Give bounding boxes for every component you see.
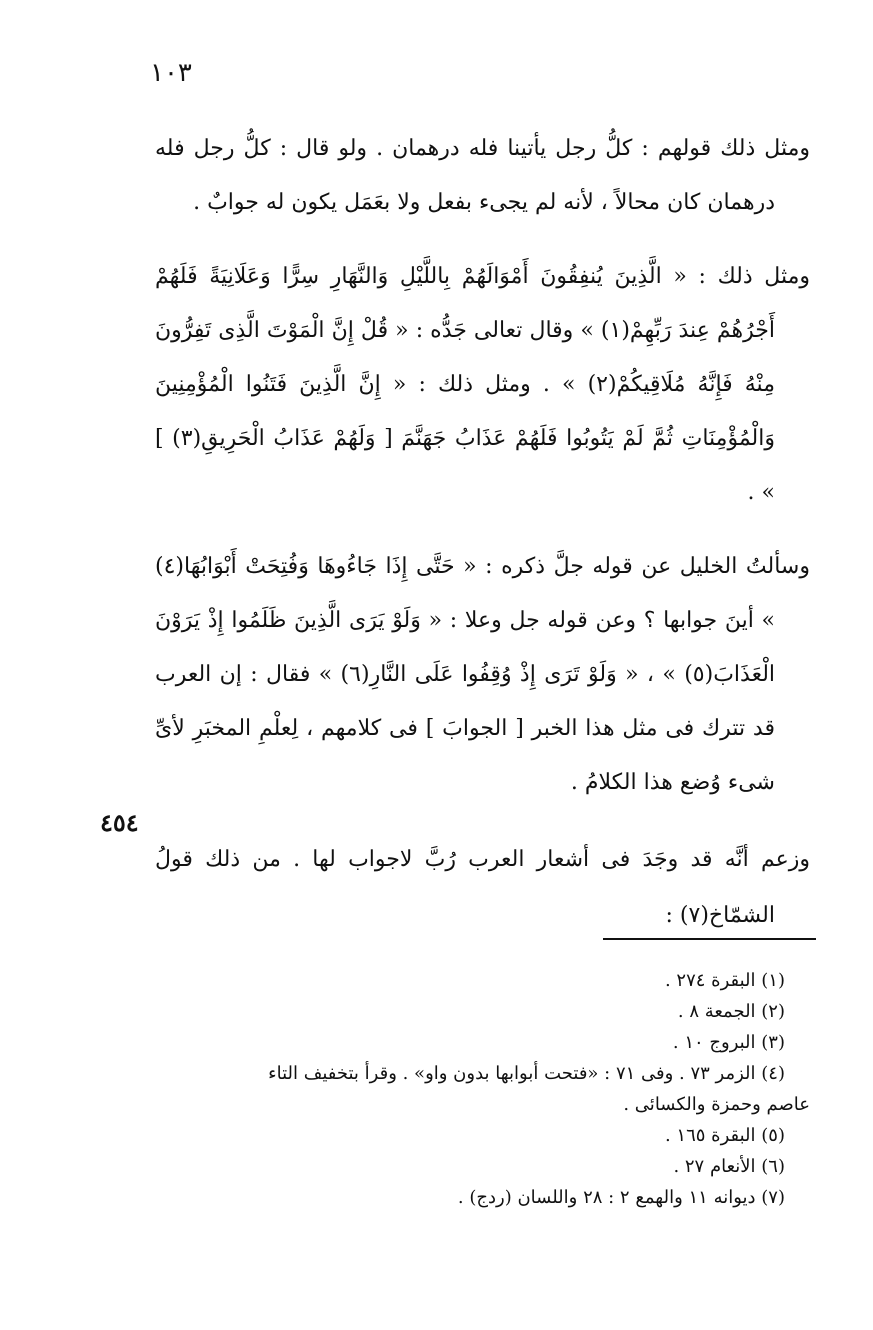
footnote: (٧) ديوانه ١١ والهمع ٢ : ٢٨ واللسان (ردج) . [457, 1187, 785, 1208]
page-number: ١٠٣ [150, 58, 192, 88]
footnotes [150, 965, 810, 1213]
footnote: (٤) الزمر ٧٣ . وفى ٧١ : «فتحت أبوابها بدون واو» . وقرأ بتخفيف التاء [268, 1063, 785, 1084]
footnote: (٢) الجمعة ٨ . [677, 1001, 785, 1022]
paragraph: ومثل ذلك قولهم : كلُّ رجل يأتينا فله درهمان . ولو قال : كلُّ رجل فله درهمان كان محالاً ، لأنه لم يجىء بفعل ولا بعَمَل يكون له جوابٌ . [155, 136, 810, 215]
main-text [155, 122, 810, 966]
footnote-divider [603, 938, 816, 940]
footnote: (١) البقرة ٢٧٤ . [664, 970, 785, 991]
footnote: (٥) البقرة ١٦٥ . [664, 1125, 785, 1146]
footnote: (٦) الأنعام ٢٧ . [673, 1156, 785, 1177]
margin-number: ٤٥٤ [100, 808, 139, 837]
paragraph: وسألتُ الخليل عن قوله جلَّ ذكره : « حَتَّى إِذَا جَاءُوهَا وَفُتِحَتْ أَبْوَابُهَا(٤) » أينَ جوابها ؟ وعن قوله جل وعلا : « وَلَوْ يَرَى الَّذِينَ ظَلَمُوا إِذْ يَرَوْنَ الْعَذَابَ(٥) » ، « وَلَوْ تَرَى إِذْ وُقِفُوا عَلَى النَّارِ(٦) » فقال : إن العرب قد تترك فى مثل هذا الخبر [ الجوابَ ] فى كلامهم ، لِعلْمِ المخبَرِ لأىِّ شىء وُضع هذا الكلامُ . [155, 554, 810, 795]
footnote: (٣) البروج ١٠ . [672, 1032, 785, 1053]
paragraph: وزعم أنَّه قد وجَدَ فى أشعار العرب رُبَّ لاجواب لها . من ذلك قولُ الشمّاخ(٧) : [155, 847, 810, 928]
footnote-continuation: عاصم وحمزة والكسائى . [623, 1094, 810, 1115]
paragraph: ومثل ذلك : « الَّذِينَ يُنفِقُونَ أَمْوَالَهُمْ بِاللَّيْلِ وَالنَّهَارِ سِرًّا وَعَلَانِيَةً فَلَهُمْ أَجْرُهُمْ عِندَ رَبِّهِمْ(١) » وقال تعالى جَدُّه : « قُلْ إِنَّ الْمَوْتَ الَّذِى تَفِرُّونَ مِنْهُ فَإِنَّهُ مُلَاقِيكُمْ(٢) » . ومثل ذلك : « إِنَّ الَّذِينَ فَتَنُوا الْمُؤْمِنِينَ وَالْمُؤْمِنَاتِ ثُمَّ لَمْ يَتُوبُوا فَلَهُمْ عَذَابُ جَهَنَّمَ [ وَلَهُمْ عَذَابُ الْحَرِيقِ(٣) ] » . [155, 264, 810, 505]
